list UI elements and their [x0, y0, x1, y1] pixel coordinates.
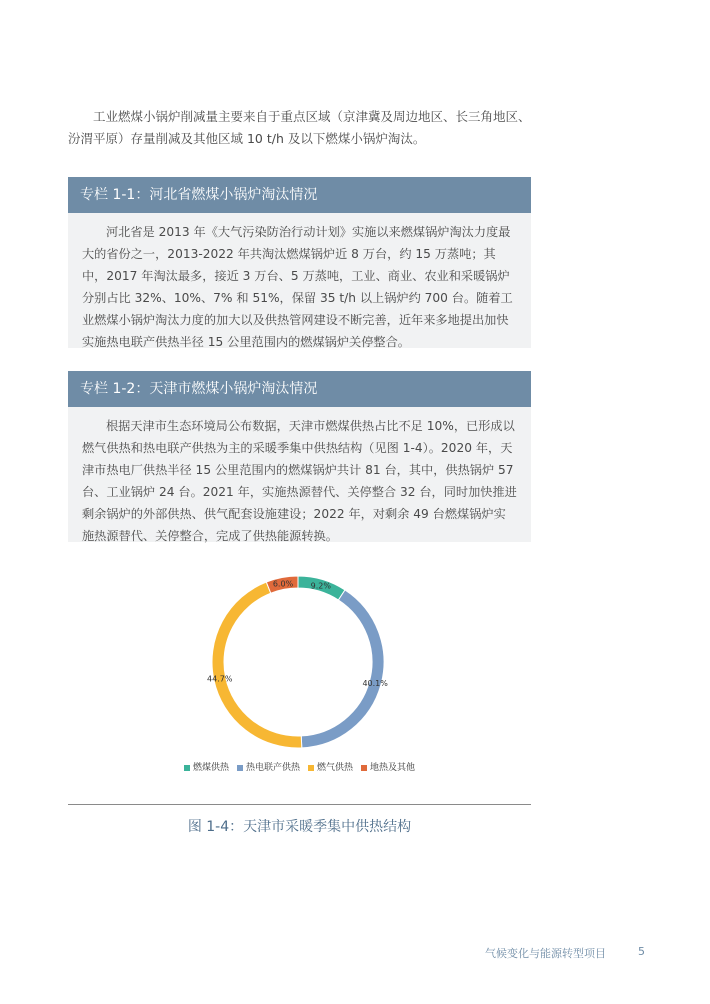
donut-chart: [68, 570, 531, 780]
box-title: 专栏 1-2：天津市燃煤小锅炉淘汰情况: [68, 371, 531, 407]
figure-caption: 图 1-4：天津市采暖季集中供热结构: [187, 819, 412, 835]
box-body: 根据天津市生态环境局公布数据，天津市燃煤供热占比不足 10%，已形成以燃气供热和热电联产供热为主的采暖季集中供热结构（见图 1-4）。2020 年，天津市热电厂供热半径 15 公里范围内的燃煤锅炉共计 81 台，其中，供热锅炉 57 台、工业锅炉 24 台。2021 年，实施热源替代、关停整合 32 台，同时加快推进剩余锅炉的外部供热、供气配套设施建设；2022 年，对剩余 49 台燃煤锅炉实施热源替代、关停整合，完成了供热能源转换。: [82, 419, 517, 543]
slice-label: 44.7%: [207, 674, 233, 684]
sidebar-box-tianjin: [68, 371, 531, 542]
legend-swatch: [361, 765, 367, 771]
donut-chart-svg: [68, 570, 531, 755]
page-number: 5: [638, 945, 645, 958]
slice-label: 40.1%: [362, 679, 388, 689]
legend-item: [308, 760, 353, 773]
legend-swatch: [184, 765, 190, 771]
legend-label: 地热及其他: [370, 763, 416, 773]
legend-label: 燃气供热: [317, 763, 354, 773]
footer-title: 气候变化与能源转型项目: [485, 947, 606, 960]
legend-item: [361, 760, 415, 773]
donut-slice: [301, 590, 384, 748]
legend-swatch: [237, 765, 243, 771]
legend-swatch: [308, 765, 314, 771]
chart-legend: [68, 760, 531, 773]
legend-item: [184, 760, 229, 773]
slice-label: 9.2%: [310, 581, 331, 591]
legend-item: [237, 760, 300, 773]
intro-paragraph: 工业燃煤小锅炉削减量主要来自于重点区域（京津冀及周边地区、长三角地区、汾渭平原）存量削减及其他区域 10 t/h 及以下燃煤小锅炉淘汰。: [68, 109, 531, 146]
sidebar-box-hebei: [68, 177, 531, 348]
caption-divider: [68, 804, 531, 805]
legend-label: 燃煤供热: [192, 763, 229, 773]
legend-label: 热电联产供热: [245, 763, 300, 773]
box-body: 河北省是 2013 年《大气污染防治行动计划》实施以来燃煤锅炉淘汰力度最大的省份之一，2013-2022 年共淘汰燃煤锅炉近 8 万台，约 15 万蒸吨；其中，2017 年淘汰最多，接近 3 万台、5 万蒸吨，工业、商业、农业和采暖锅炉分别占比 32%、10%、7% 和 51%，保留 35 t/h 以上锅炉约 700 台。随着工业燃煤小锅炉淘汰力度的加大以及供热管网建设不断完善，近年来多地提出加快实施热电联产供热半径 15 公里范围内的燃煤锅炉关停整合。: [82, 225, 513, 349]
slice-label: 6.0%: [272, 579, 294, 589]
donut-slice: [212, 582, 302, 748]
box-title: 专栏 1-1：河北省燃煤小锅炉淘汰情况: [68, 177, 531, 213]
